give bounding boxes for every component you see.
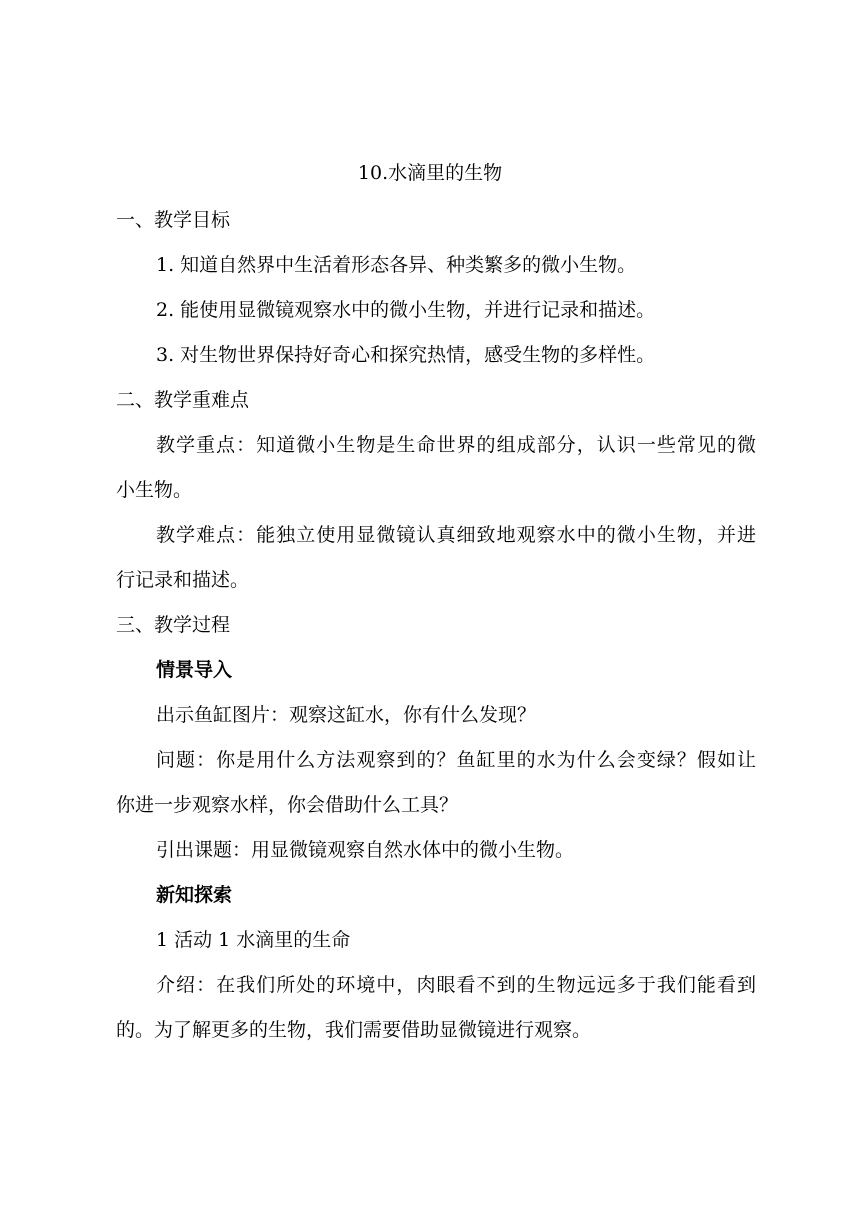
difficulty-line-2: 行记录和描述。: [116, 569, 250, 591]
key-point-line-1: 教学重点：知道微小生物是生命世界的组成部分，认识一些常见的微: [156, 434, 756, 456]
question-line-2: 你进一步观察水样，你会借助什么工具？: [116, 794, 459, 816]
introduce-line-2: 的。为了解更多的生物，我们需要借助显微镜进行观察。: [116, 1019, 592, 1041]
section-heading-process: 三、教学过程: [116, 614, 231, 636]
intro-show-text: 出示鱼缸图片：观察这缸水，你有什么发现？: [156, 704, 537, 726]
objective-item-2: 2. 能使用显微镜观察水中的微小生物，并进行记录和描述。: [156, 299, 656, 321]
objective-item-3: 3. 对生物世界保持好奇心和探究热情，感受生物的多样性。: [156, 344, 656, 366]
document-title: 10.水滴里的生物: [357, 162, 503, 184]
objective-item-1: 1. 知道自然界中生活着形态各异、种类繁多的微小生物。: [156, 254, 637, 276]
difficulty-line-1: 教学难点：能独立使用显微镜认真细致地观察水中的微小生物，并进: [156, 524, 756, 546]
subheading-explore: 新知探索: [156, 884, 233, 906]
lead-topic-text: 引出课题：用显微镜观察自然水体中的微小生物。: [156, 839, 575, 861]
key-point-line-2: 小生物。: [116, 479, 193, 501]
activity-title: 1 活动 1 水滴里的生命: [156, 929, 351, 951]
section-heading-objectives: 一、教学目标: [116, 209, 231, 231]
question-line-1: 问题：你是用什么方法观察到的？鱼缸里的水为什么会变绿？假如让: [156, 749, 756, 771]
introduce-line-1: 介绍：在我们所处的环境中，肉眼看不到的生物远远多于我们能看到: [156, 974, 756, 996]
subheading-intro: 情景导入: [156, 659, 233, 681]
section-heading-key-difficult: 二、教学重难点: [116, 389, 250, 411]
